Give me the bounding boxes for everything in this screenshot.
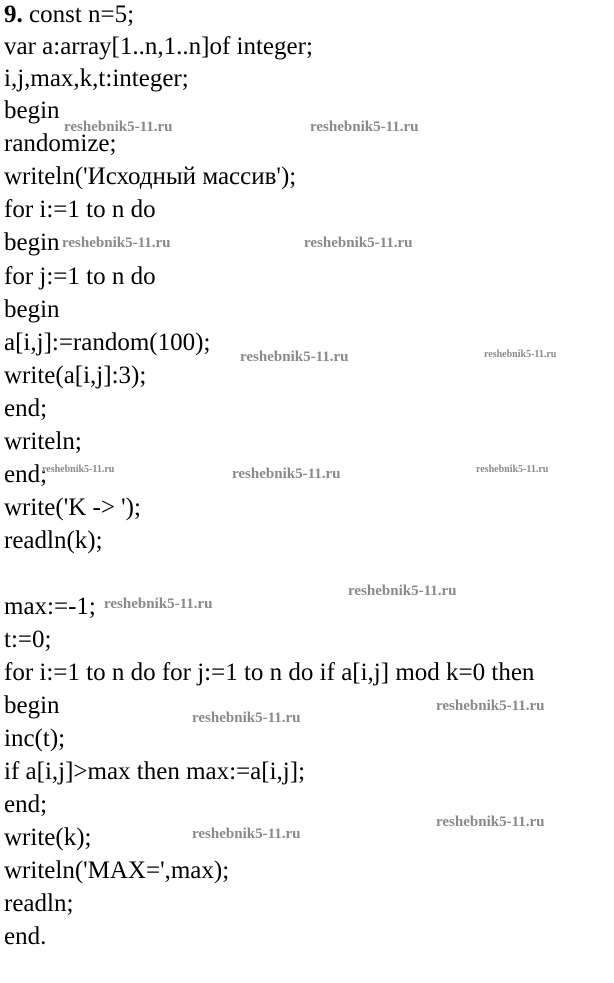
code-line-26: write(k); [4, 824, 92, 851]
code-text: const n=5; [22, 1, 135, 28]
watermark: reshebnik5-11.ru [436, 698, 545, 714]
code-line-8: begin [4, 229, 60, 256]
code-line-10: begin [4, 296, 60, 323]
code-line-21: for i:=1 to n do for j:=1 to n do if a[i,j] mod k=0 then [4, 659, 535, 686]
watermark: reshebnik5-11.ru [476, 464, 549, 475]
code-line-16: write('K -> '); [4, 494, 141, 521]
code-line-23: inc(t); [4, 725, 66, 752]
code-line-20: t:=0; [4, 626, 52, 653]
code-line-15: end; [4, 461, 48, 488]
code-line-13: end; [4, 395, 48, 422]
code-line-12: write(a[i,j]:3); [4, 362, 147, 389]
code-line-6: writeln('Исходный массив'); [4, 163, 297, 190]
code-line-7: for i:=1 to n do [4, 196, 156, 223]
code-line-24: if a[i,j]>max then max:=a[i,j]; [4, 758, 306, 785]
code-line-25: end; [4, 791, 48, 818]
watermark: reshebnik5-11.ru [104, 596, 213, 612]
code-line-17: readln(k); [4, 527, 103, 554]
code-line-29: end. [4, 923, 47, 950]
watermark: reshebnik5-11.ru [192, 826, 301, 842]
watermark: reshebnik5-11.ru [232, 466, 341, 482]
code-line-4: begin [4, 97, 60, 124]
watermark: reshebnik5-11.ru [484, 349, 557, 360]
code-line-14: writeln; [4, 428, 82, 455]
watermark: reshebnik5-11.ru [64, 119, 173, 135]
code-line-2: var a:array[1..n,1..n]of integer; [4, 33, 313, 60]
watermark: reshebnik5-11.ru [62, 235, 171, 251]
code-line-9: for j:=1 to n do [4, 263, 156, 290]
code-line-27: writeln('MAX=',max); [4, 857, 230, 884]
watermark: reshebnik5-11.ru [240, 349, 349, 365]
code-line-19: max:=-1; [4, 593, 96, 620]
watermark: reshebnik5-11.ru [304, 235, 413, 251]
watermark: reshebnik5-11.ru [310, 119, 419, 135]
watermark: reshebnik5-11.ru [42, 464, 115, 475]
watermark: reshebnik5-11.ru [348, 583, 457, 599]
watermark: reshebnik5-11.ru [436, 814, 545, 830]
code-line-1 [4, 0, 134, 30]
code-line-5: randomize; [4, 130, 117, 157]
code-line-28: readln; [4, 890, 74, 917]
watermark: reshebnik5-11.ru [192, 710, 301, 726]
code-line-3: i,j,max,k,t:integer; [4, 65, 189, 92]
code-line-11: a[i,j]:=random(100); [4, 329, 211, 356]
problem-number: 9. [4, 1, 23, 28]
code-line-22: begin [4, 692, 60, 719]
